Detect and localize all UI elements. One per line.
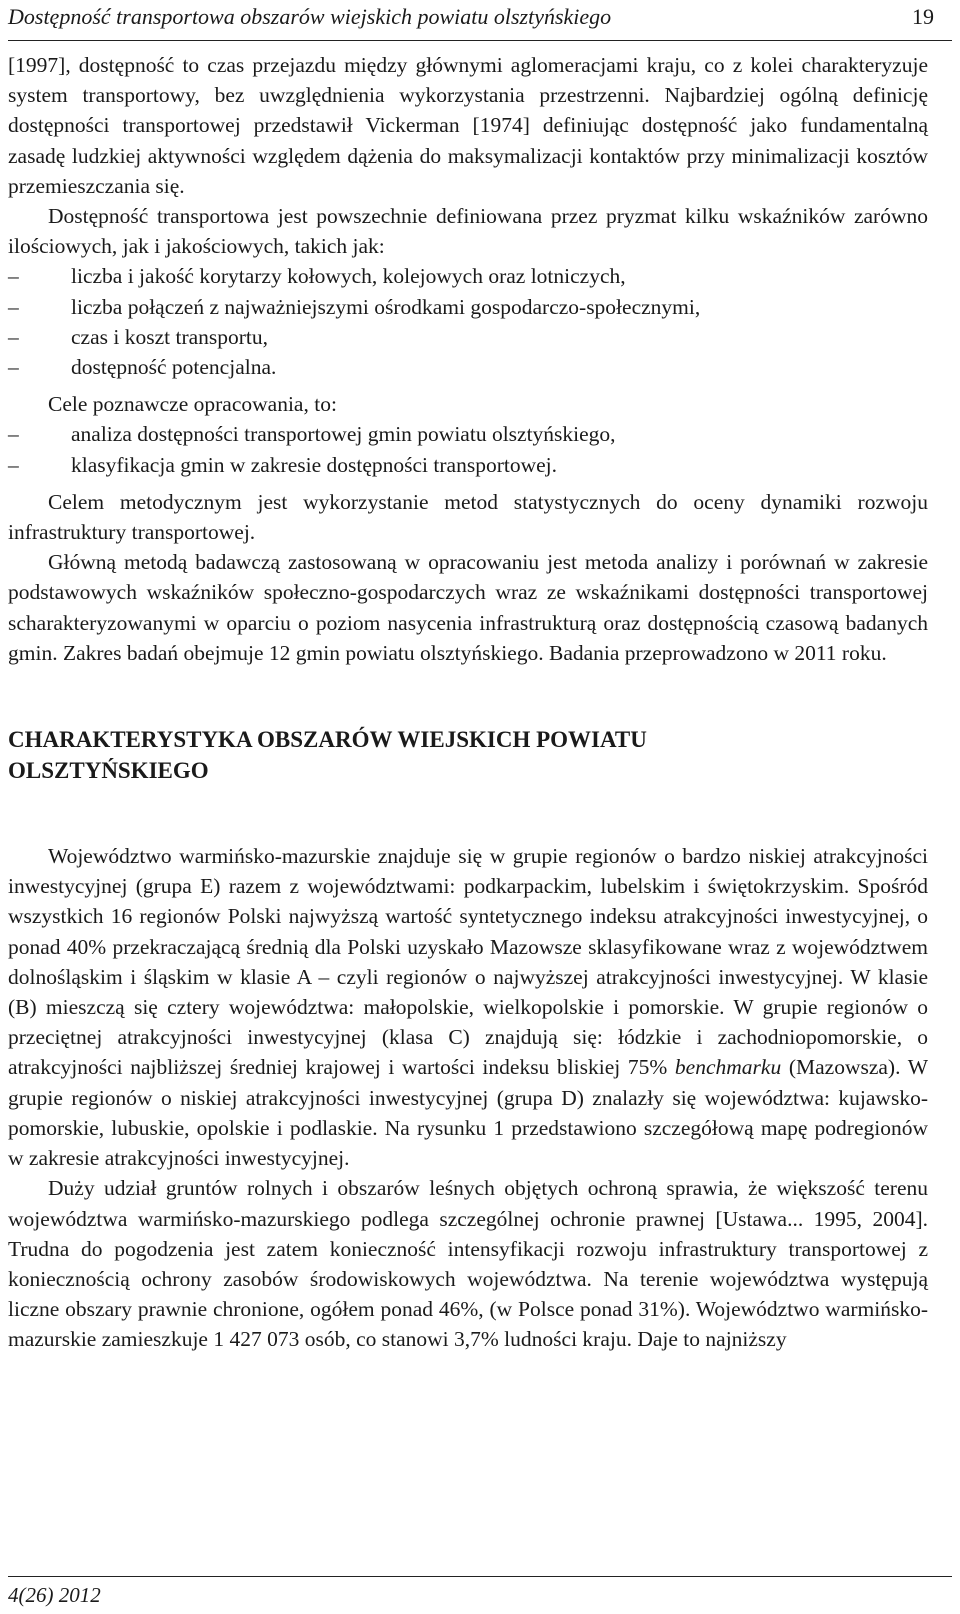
goals-list	[8, 419, 928, 479]
page-footer	[8, 1576, 952, 1609]
list-item: – liczba połączeń z najważniejszymi ośrodkami gospodarczo-społecznymi,	[8, 292, 928, 322]
paragraph-indicators-intro: Dostępność transportowa jest powszechnie definiowana przez pryzmat kilku wskaźników zarówno ilościowych, jak i jakościowych, takich jak:	[8, 204, 928, 259]
indicators-list	[8, 261, 928, 382]
list-item: – analiza dostępności transportowej gmin powiatu olsztyńskiego,	[8, 419, 928, 449]
issue-number: 4(26) 2012	[8, 1583, 101, 1607]
list-item: – klasyfikacja gmin w zakresie dostępności transportowej.	[8, 450, 928, 480]
paragraph-methodological-goal: Celem metodycznym jest wykorzystanie metod statystycznych do oceny dynamiki rozwoju infrastruktury transportowej.	[8, 489, 928, 545]
list-item: – czas i koszt transportu,	[8, 322, 928, 352]
paragraph-investment-attractiveness	[8, 841, 928, 1173]
list-item: – liczba i jakość korytarzy kołowych, kolejowych oraz lotniczych,	[8, 261, 928, 291]
paragraph-protected-areas: Duży udział gruntów rolnych i obszarów leśnych objętych ochroną sprawia, że większość terenu województwa warmińsko-mazurskiego podlega szczególnej ochronie prawnej [Ustawa... 1995, 2004]. Trudna do pogodzenia jest zatem konieczność intensyfikacji rozwoju infrastruktury transportowej z koniecznością ochrony zasobów środowiskowych województwa. Na terenie województwa występują liczne obszary prawnie chronione, ogółem ponad 46%, (w Polsce ponad 31%). Województwo warmińsko-mazurskie zamieszkuje 1 427 073 osób, co stanowi 3,7% ludności kraju. Daje to najniższy	[8, 1176, 928, 1352]
italic-term: benchmarku	[674, 1055, 782, 1080]
list-item: – dostępność potencjalna.	[8, 352, 928, 382]
section-heading: CHARAKTERYSTYKA OBSZARÓW WIEJSKICH POWIATU OLSZTYŃSKIEGO	[8, 727, 647, 784]
page-number: 19	[912, 4, 934, 29]
paragraph-text: Województwo warmińsko-mazurskie znajduje się w grupie regionów o bardzo niskiej atrakcyjności inwestycyjnej (grupa E) razem z województwami: podkarpackim, lubelskim i świętokrzyskim. Spośród wszystkich 16 regionów Polski najwyższą wartość syntetycznego indeksu atrakcyjności inwestycyjnej, o ponad 40% przekraczającą średnią dla Polski uzyskało Mazowsze sklasyfikowane wraz z województwem dolnośląskim i śląskim w klasie A – czyli regionów o najwyższej atrakcyjności inwestycyjnej. W klasie (B) mieszczą się cztery województwa: małopolskie, wielkopolskie i pomorskie. W grupie regionów o przeciętnej atrakcyjności inwestycyjnej (klasa C) znajdują się: łódzkie i zachodniopomorskie, o atrakcyjności najbliższej średniej krajowej i wartości indeksu bliskiej 75%	[8, 844, 928, 1080]
paragraph-goals-intro: Cele poznawcze opracowania, to:	[48, 392, 337, 417]
paragraph-text: (Mazowsza). W grupie regionów o niskiej atrakcyjności inwestycyjnej (grupa D) znalazły się województwa: kujawsko-pomorskie, lubuskie, opolskie i podlaskie. Na rysunku 1 przedstawiono szczegółową mapę podregionów w zakresie atrakcyjności inwestycyjnej.	[8, 1055, 928, 1171]
running-header	[8, 2, 952, 41]
running-title: Dostępność transportowa obszarów wiejskich powiatu olsztyńskiego	[8, 4, 612, 29]
paragraph-research-method: Główną metodą badawczą zastosowaną w opracowaniu jest metoda analizy i porównań w zakresie podstawowych wskaźników społeczno-gospodarczych wraz ze wskaźnikami dostępności transportowej scharakteryzowanymi w oparciu o poziom nasycenia infrastrukturą oraz dostępnością czasową badanych gmin. Zakres badań obejmuje 12 gmin powiatu olsztyńskiego. Badania przeprowadzono w 2011 roku.	[8, 550, 928, 665]
body-text	[8, 50, 928, 1355]
paragraph-accessibility-definitions: [1997], dostępność to czas przejazdu między głównymi aglomeracjami kraju, co z kolei charakteryzuje system transportowy, bez uwzględnienia wykorzystania przestrzenni. Najbardziej ogólną definicję dostępności transportowej przedstawił Vickerman [1974] definiując dostępność jako fundamentalną zasadę ludzkiej aktywności względem dążenia do maksymalizacji kontaktów przy minimalizacji kosztów przemieszczania się.	[8, 53, 928, 198]
